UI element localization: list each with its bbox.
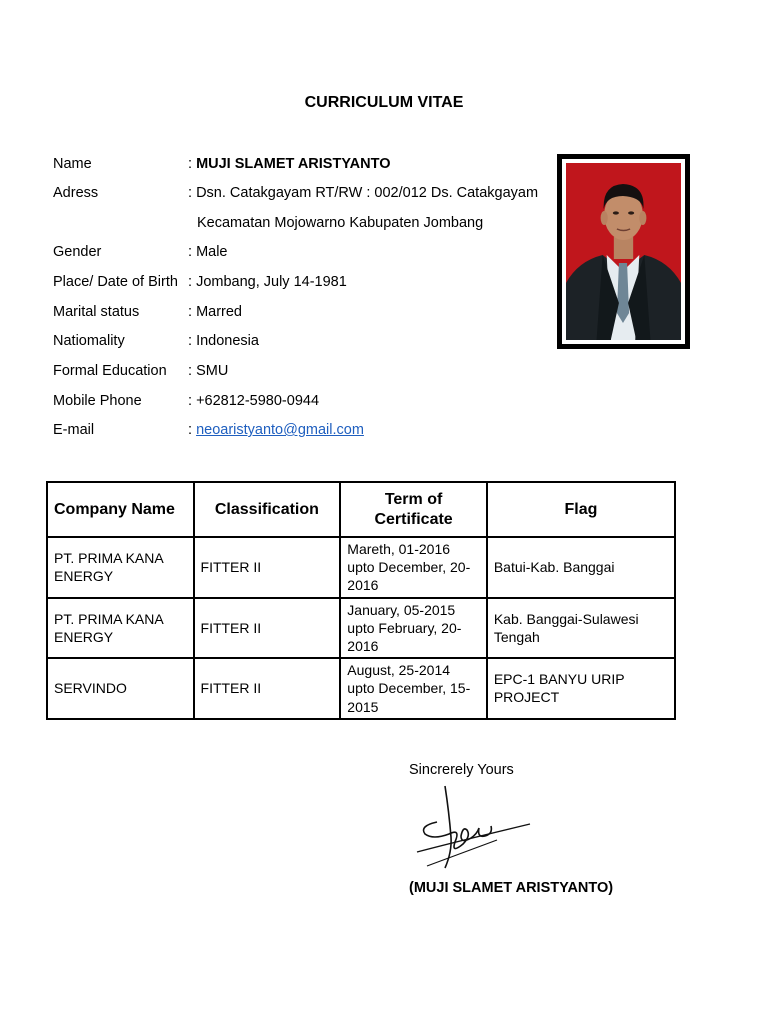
table-cell: FITTER II: [194, 537, 341, 598]
table-cell: Kab. Banggai-Sulawesi Tengah: [487, 598, 675, 659]
info-label: Formal Education: [53, 363, 167, 379]
table-cell: EPC-1 BANYU URIP PROJECT: [487, 658, 675, 719]
info-value: : Indonesia: [188, 333, 259, 349]
column-header: Classification: [194, 482, 341, 537]
info-value: : Male: [188, 244, 228, 260]
table-row: [47, 598, 675, 659]
info-value: : +62812-5980-0944: [188, 393, 320, 409]
table-cell: PT. PRIMA KANA ENERGY: [47, 598, 194, 659]
table-cell: FITTER II: [194, 598, 341, 659]
table-cell: Batui-Kab. Banggai: [487, 537, 675, 598]
column-header: Flag: [487, 482, 675, 537]
certificate-table: [46, 481, 676, 720]
table-cell: PT. PRIMA KANA ENERGY: [47, 537, 194, 598]
info-value: : Marred: [188, 304, 242, 320]
column-header: Term of Certificate: [340, 482, 487, 537]
info-label: Mobile Phone: [53, 393, 142, 409]
signed-name: (MUJI SLAMET ARISTYANTO): [409, 880, 614, 896]
info-value: : SMU: [188, 363, 229, 379]
info-label: Gender: [53, 244, 102, 260]
closing-text: Sincrerely Yours: [409, 762, 514, 778]
column-header: Company Name: [47, 482, 194, 537]
signature-mark: [415, 782, 535, 874]
info-value: : neoaristyanto@gmail.com: [188, 422, 364, 438]
document-title: CURRICULUM VITAE: [304, 94, 464, 111]
info-value: Kecamatan Mojowarno Kabupaten Jombang: [197, 215, 484, 231]
table-cell: August, 25-2014 upto December, 15-2015: [340, 658, 487, 719]
table-row: [47, 658, 675, 719]
info-value: : Dsn. Catakgayam RT/RW : 002/012 Ds. Catakgayam: [188, 185, 539, 201]
info-value: : MUJI SLAMET ARISTYANTO: [188, 156, 391, 172]
info-label: Place/ Date of Birth: [53, 274, 178, 290]
info-value: : Jombang, July 14-1981: [188, 274, 347, 290]
info-label: Marital status: [53, 304, 140, 320]
info-label: Adress: [53, 185, 99, 201]
table-row: [47, 537, 675, 598]
profile-photo: [566, 163, 681, 340]
info-label: Natiomality: [53, 333, 125, 349]
info-label: E-mail: [53, 422, 95, 438]
table-cell: Mareth, 01-2016 upto December, 20-2016: [340, 537, 487, 598]
table-header-row: [47, 482, 675, 537]
table-cell: January, 05-2015 upto February, 20-2016: [340, 598, 487, 659]
table-cell: FITTER II: [194, 658, 341, 719]
table-cell: SERVINDO: [47, 658, 194, 719]
email-link[interactable]: neoaristyanto@gmail.com: [196, 422, 364, 438]
info-label: Name: [53, 156, 92, 172]
photo-frame: [557, 154, 690, 349]
